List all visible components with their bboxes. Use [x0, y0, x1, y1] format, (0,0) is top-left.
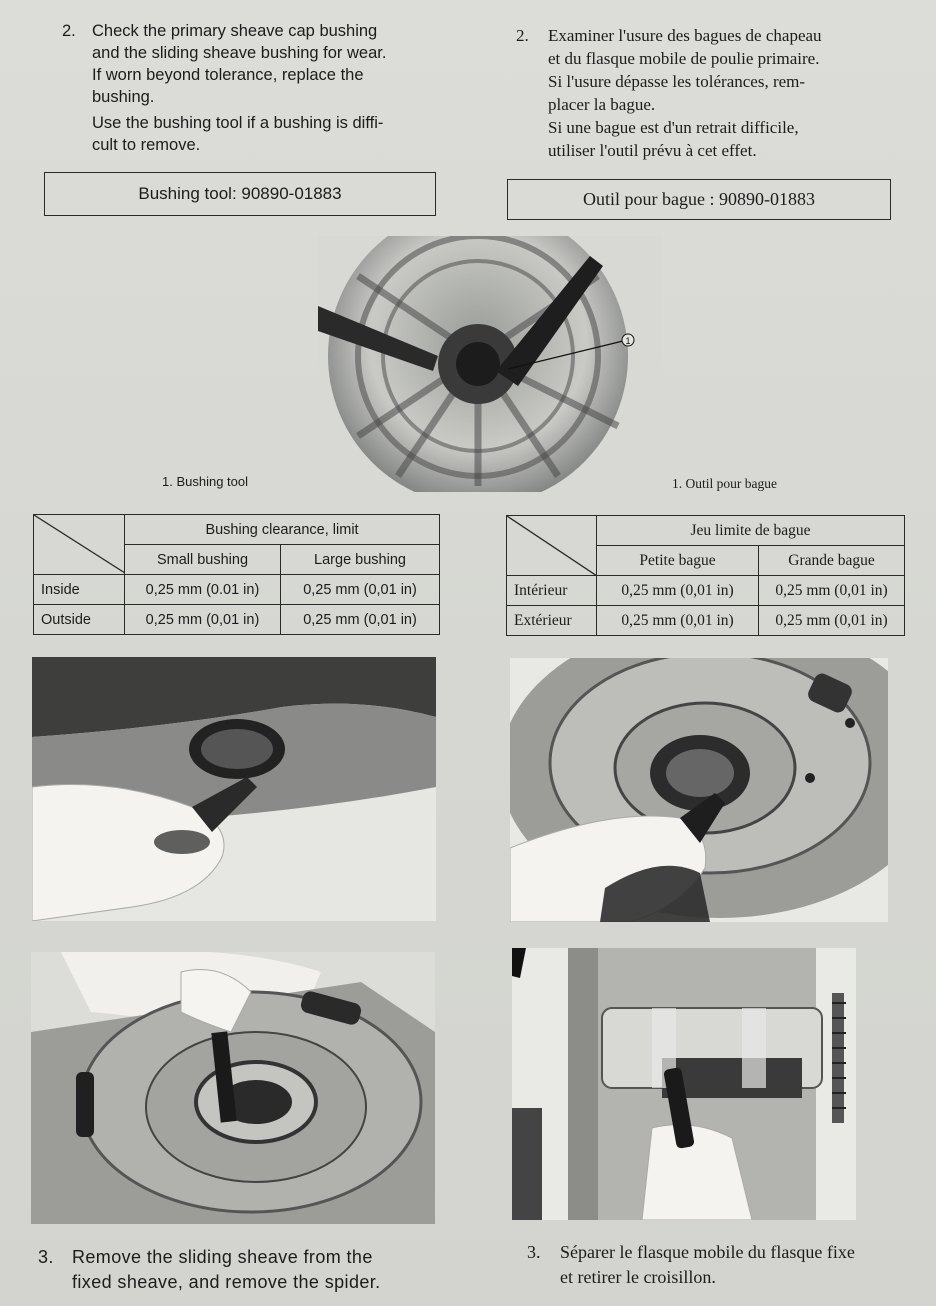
table-cell: 0,25 mm (0,01 in)	[597, 576, 759, 606]
figure-caption: 1. Bushing tool	[162, 474, 249, 489]
step-line: utiliser l'outil prévu à cet effet.	[548, 141, 757, 160]
table-group-header: Jeu limite de bague	[597, 516, 905, 546]
row-header: Extérieur	[507, 606, 597, 636]
step-line: fixed sheave, and remove the spider.	[72, 1272, 381, 1292]
sliding-sheave-photo	[31, 952, 435, 1224]
step-number: 3.	[38, 1247, 54, 1267]
table-cell: 0,25 mm (0,01 in)	[125, 605, 281, 635]
step-line: et retirer le croisillon.	[560, 1267, 716, 1287]
bushing-clearance-table	[33, 514, 440, 635]
step-line: cult to remove.	[92, 136, 201, 154]
table-cell: 0,25 mm (0,01 in)	[281, 575, 440, 605]
column-header: Large bushing	[281, 545, 440, 575]
step-text	[72, 1245, 381, 1295]
table-row	[507, 516, 905, 546]
table-corner	[34, 515, 125, 575]
step-line: and the sliding sheave bushing for wear.	[92, 44, 387, 62]
step-line: Remove the sliding sheave from the	[72, 1247, 373, 1267]
step-number: 2.	[62, 22, 76, 40]
step-line: et du flasque mobile de poulie primaire.	[548, 49, 820, 68]
table-cell: 0,25 mm (0,01 in)	[597, 606, 759, 636]
table-row	[34, 575, 440, 605]
large-bushing-removal-photo	[510, 658, 888, 922]
column-header: Petite bague	[597, 546, 759, 576]
table-row	[507, 606, 905, 636]
table-row	[34, 515, 440, 545]
step-line: placer la bague.	[548, 95, 656, 114]
table-cell: 0,25 mm (0.01 in)	[125, 575, 281, 605]
row-header: Intérieur	[507, 576, 597, 606]
step-line: Séparer le flasque mobile du flasque fixe	[560, 1242, 855, 1262]
step-line: bushing.	[92, 88, 155, 106]
step-line: If worn beyond tolerance, replace the	[92, 66, 364, 84]
table-group-header: Bushing clearance, limit	[125, 515, 440, 545]
row-header: Inside	[34, 575, 125, 605]
table-cell: 0,25 mm (0,01 in)	[759, 576, 905, 606]
step-line: Check the primary sheave cap bushing	[92, 22, 378, 40]
table-cell: 0,25 mm (0,01 in)	[759, 606, 905, 636]
table-corner	[507, 516, 597, 576]
jeu-limite-table	[506, 515, 905, 636]
table-row	[507, 576, 905, 606]
step-line: Si l'usure dépasse les tolérances, rem-	[548, 72, 806, 91]
column-header: Small bushing	[125, 545, 281, 575]
figure-caption-fr: 1. Outil pour bague	[672, 476, 777, 491]
table-row	[34, 605, 440, 635]
column-header: Grande bague	[759, 546, 905, 576]
step-number: 3.	[527, 1242, 541, 1262]
step-text	[92, 20, 386, 156]
step-line: Examiner l'usure des bagues de chapeau	[548, 26, 822, 45]
row-header: Outside	[34, 605, 125, 635]
small-bushing-removal-photo	[32, 657, 436, 921]
step-line: Use the bushing tool if a bushing is diffi-	[92, 114, 384, 132]
step-text	[548, 24, 822, 162]
callout-number: 1	[625, 336, 631, 346]
outil-bague-box: Outil pour bague : 90890-01883	[507, 179, 891, 220]
step-number: 2.	[516, 26, 529, 45]
bushing-tool-box: Bushing tool: 90890-01883	[44, 172, 436, 216]
bushing-tool-photo	[318, 236, 662, 492]
step-text	[560, 1240, 855, 1290]
table-cell: 0,25 mm (0,01 in)	[281, 605, 440, 635]
fixed-sheave-shaft-photo	[512, 948, 856, 1220]
step-line: Si une bague est d'un retrait difficile,	[548, 118, 799, 137]
